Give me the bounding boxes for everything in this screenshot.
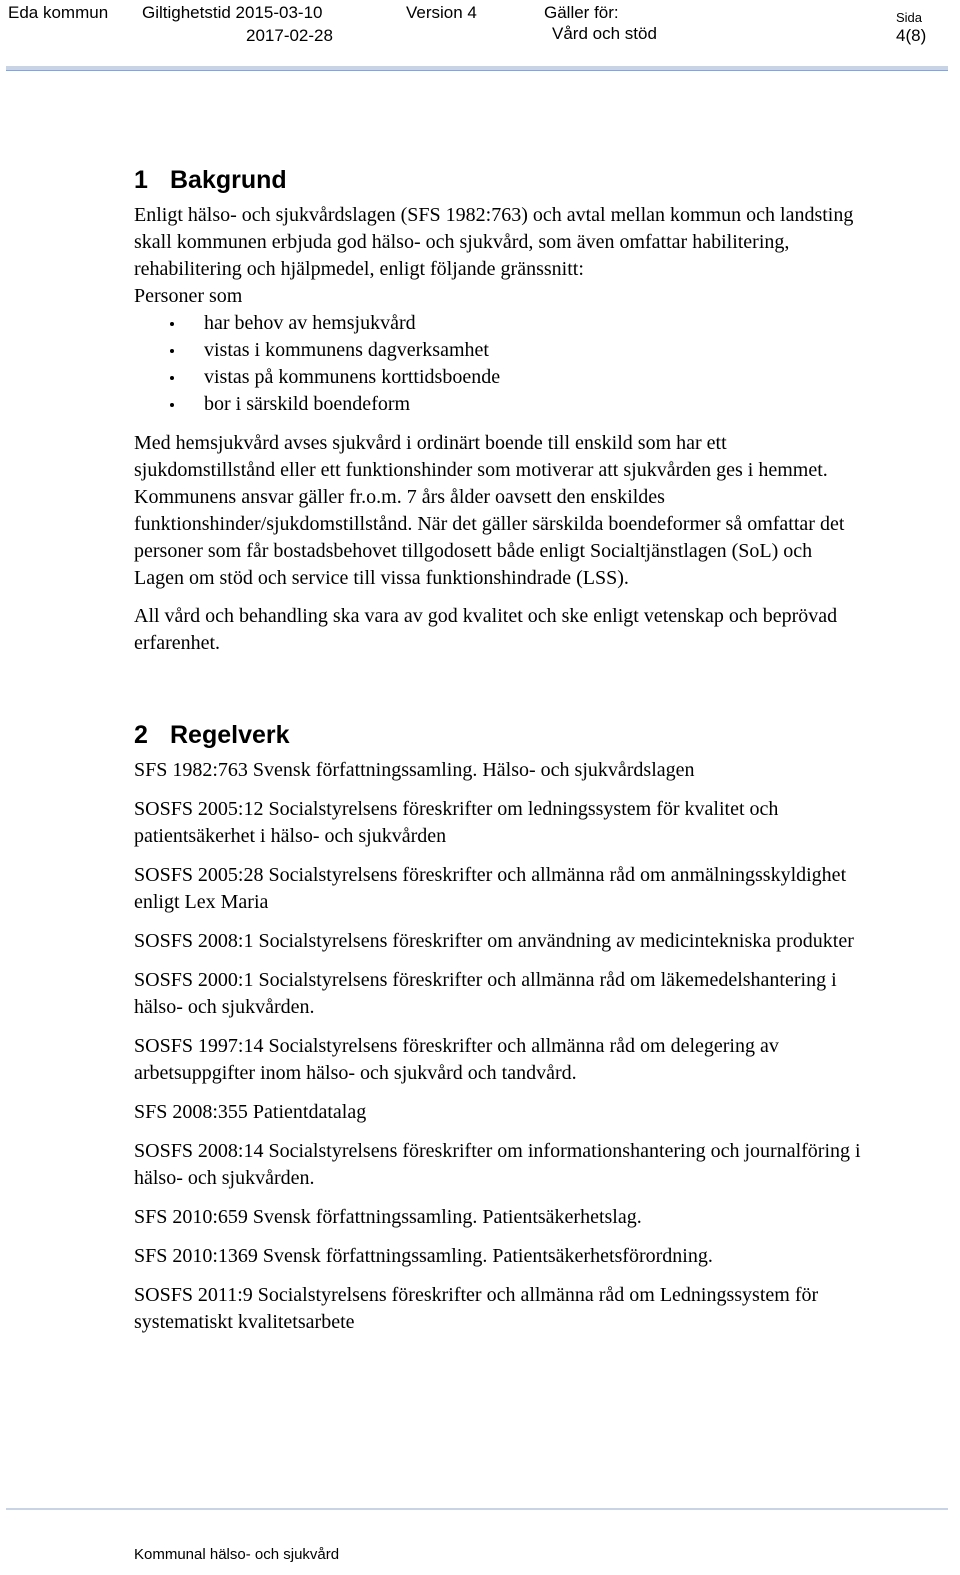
footer-divider bbox=[6, 1508, 948, 1510]
reference-list bbox=[134, 757, 864, 1336]
bullet-icon bbox=[170, 376, 174, 380]
reference-item: SOSFS 2005:12 Socialstyrelsens föreskrifter om ledningssystem för kvalitet och patientsäkerhet i hälso- och sjukvården bbox=[134, 798, 779, 847]
reference-item: SOSFS 2000:1 Socialstyrelsens föreskrifter och allmänna råd om läkemedelshantering i hälso- och sjukvården. bbox=[134, 969, 837, 1018]
section-number: 1 bbox=[134, 166, 148, 194]
bullet-icon bbox=[170, 322, 174, 326]
section-number: 2 bbox=[134, 721, 148, 749]
section-title: Regelverk bbox=[170, 721, 290, 749]
header-applies-label: Gäller för: bbox=[544, 3, 619, 22]
reference-item: SOSFS 2008:1 Socialstyrelsens föreskrifter om användning av medicintekniska produkter bbox=[134, 930, 854, 952]
header-version: Version 4 bbox=[406, 3, 477, 22]
list-item-text: vistas på kommunens korttidsboende bbox=[204, 366, 501, 388]
bullet-icon bbox=[170, 349, 174, 353]
section-heading-bakgrund bbox=[134, 160, 864, 200]
reference-item: SFS 1982:763 Svensk författningssamling. Hälso- och sjukvårdslagen bbox=[134, 759, 695, 781]
bullet-list bbox=[134, 310, 864, 418]
list-item-text: bor i särskild boendeform bbox=[204, 393, 411, 415]
hemsjukvard-paragraph: Med hemsjukvård avses sjukvård i ordinärt boende till enskild som har ett sjukdomstillstånd eller ett funktionshinder som motiverar att sjukvården ges i hemmet. Kommunens ansvar gäller fr.o.m. 7 års ålder oavsett den enskildes funktionshinder/sjukdomstillstånd. När det gäller särskilda boendeformer så omfattar det personer som får bostadsbehovet tillgodosett både enligt Socialtjänstlagen (SoL) och Lagen om stöd och service till vissa funktionshindrade (LSS). bbox=[134, 432, 845, 589]
section-heading-regelverk bbox=[134, 715, 864, 755]
header-applies-value: Vård och stöd bbox=[552, 24, 657, 43]
list-item bbox=[134, 391, 864, 418]
reference-item: SFS 2008:355 Patientdatalag bbox=[134, 1101, 367, 1123]
header-org: Eda kommun bbox=[8, 3, 109, 22]
reference-item: SOSFS 1997:14 Socialstyrelsens föreskrifter och allmänna råd om delegering av arbetsuppgifter inom hälso- och sjukvård och tandvård. bbox=[134, 1035, 779, 1084]
reference-item: SFS 2010:1369 Svensk författningssamling. Patientsäkerhetsförordning. bbox=[134, 1245, 713, 1267]
header-validity-end: 2017-02-28 bbox=[246, 26, 333, 45]
header-page-number: 4(8) bbox=[896, 26, 927, 45]
reference-item: SFS 2010:659 Svensk författningssamling. Patientsäkerhetslag. bbox=[134, 1206, 642, 1228]
list-item bbox=[134, 337, 864, 364]
footer-text: Kommunal hälso- och sjukvård bbox=[134, 1546, 340, 1563]
list-item bbox=[134, 364, 864, 391]
list-item-text: har behov av hemsjukvård bbox=[204, 312, 416, 334]
header-page-label: Sida bbox=[896, 10, 923, 25]
list-item-text: vistas i kommunens dagverksamhet bbox=[204, 339, 489, 361]
intro-paragraph: Enligt hälso- och sjukvårdslagen (SFS 1982:763) och avtal mellan kommun och landsting skall kommunen erbjuda god hälso- och sjukvård, som även omfattar habilitering, rehabilitering och hjälpmedel, enligt följande gränssnitt: bbox=[134, 204, 854, 280]
reference-item: SOSFS 2005:28 Socialstyrelsens föreskrifter och allmänna råd om anmälningsskyldighet enligt Lex Maria bbox=[134, 864, 847, 913]
reference-item: SOSFS 2008:14 Socialstyrelsens föreskrifter om informationshantering och journalföring i hälso- och sjukvården. bbox=[134, 1140, 861, 1189]
section-title: Bakgrund bbox=[170, 166, 287, 194]
list-item bbox=[134, 310, 864, 337]
document-body bbox=[134, 160, 864, 1336]
list-intro: Personer som bbox=[134, 285, 243, 307]
quality-paragraph: All vård och behandling ska vara av god kvalitet och ske enligt vetenskap och beprövad erfarenhet. bbox=[134, 605, 838, 654]
header-validity: Giltighetstid 2015-03-10 bbox=[142, 3, 323, 22]
header-divider bbox=[6, 66, 948, 71]
reference-item: SOSFS 2011:9 Socialstyrelsens föreskrifter och allmänna råd om Ledningssystem för systematiskt kvalitetsarbete bbox=[134, 1284, 819, 1333]
bullet-icon bbox=[170, 403, 174, 407]
